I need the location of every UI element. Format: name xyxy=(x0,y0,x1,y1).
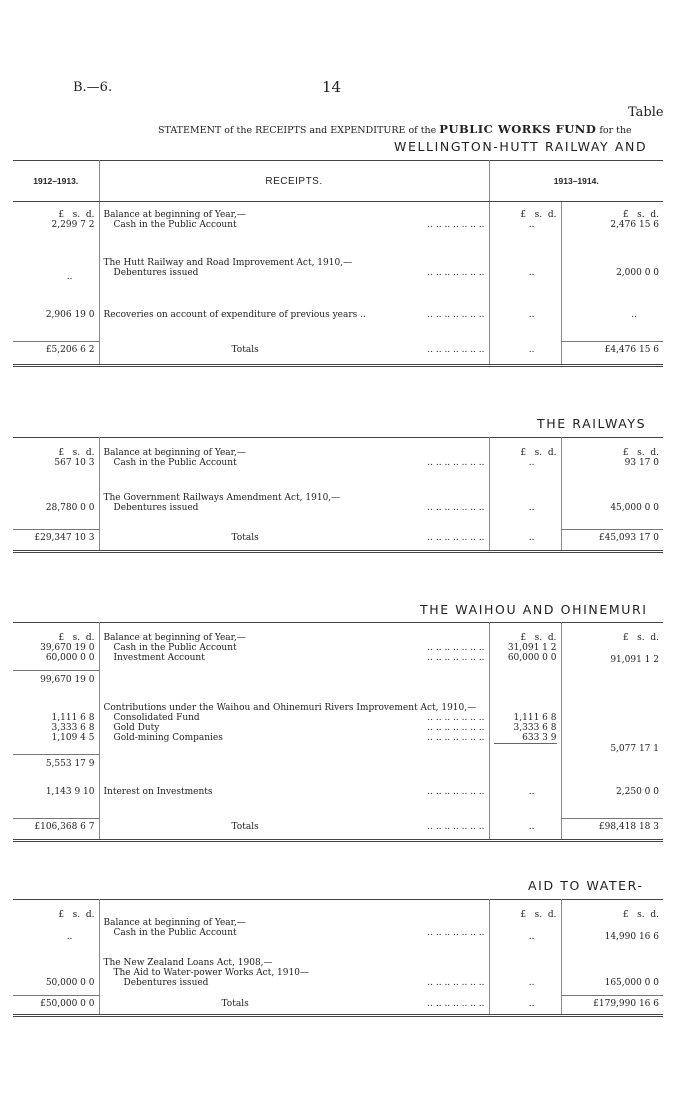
statement-suffix: for the xyxy=(599,125,632,136)
s3-r2-mid-b: 3,333 6 8 xyxy=(513,722,557,733)
s3-r1-mid-a: 31,091 1 2 xyxy=(507,643,557,653)
s1-r2-mid-dots: .. xyxy=(528,267,535,278)
table-label: Table xyxy=(628,105,664,120)
s2-r2-desc: The Government Railways Amendment Act, 1910,— xyxy=(103,492,341,503)
s1-r1-total: 2,476 15 6 xyxy=(610,220,660,230)
s4-totals-row: Totals .. .. .. .. .. .. .. xyxy=(221,998,485,1009)
s3-prev-total: £106,368 6 7 xyxy=(34,822,95,832)
s3-r1-desc: Balance at beginning of Year,— xyxy=(103,633,246,643)
s4-curr-total: £179,990 16 6 xyxy=(593,999,659,1009)
s2-currency-header-mid: £ s. d. xyxy=(520,448,557,458)
s2-r2-prev: 28,780 0 0 xyxy=(45,502,95,513)
s4-r2-total: 165,000 0 0 xyxy=(604,977,659,988)
s2-prev-total: £29,347 10 3 xyxy=(34,533,95,543)
s3-r2-mid-c: 633 3 9 xyxy=(494,733,557,744)
s4-r2-prev: 50,000 0 0 xyxy=(45,977,95,988)
currency-header: £ s. d. xyxy=(58,210,95,220)
section3-title: THE WAIHOU AND OHINEMURI xyxy=(420,602,648,617)
s4-r1-desc: Balance at beginning of Year,— xyxy=(103,918,246,928)
section2-table xyxy=(13,437,663,553)
s1-r1-desc: Balance at beginning of Year,— xyxy=(103,210,246,220)
s3-totals-row: Totals .. .. .. .. .. .. .. xyxy=(231,821,485,832)
s4-r2-desc: The New Zealand Loans Act, 1908,— xyxy=(103,957,273,968)
section1-title: WELLINGTON-HUTT RAILWAY AND xyxy=(394,139,648,154)
s2-currency-header: £ s. d. xyxy=(58,448,95,458)
s3-r2-prev-a: 1,111 6 8 xyxy=(51,712,95,723)
s3-r2-prev-sum: 5,553 17 9 xyxy=(45,759,95,769)
s2-totals-row: Totals .. .. .. .. .. .. .. xyxy=(231,532,485,543)
header-receipts: RECEIPTS. xyxy=(99,161,489,202)
s4-r1-sub: Cash in the Public Account .. .. .. .. .. .. .. xyxy=(113,928,485,938)
s1-r3-mid-dots: .. xyxy=(528,309,535,320)
s3-r1-sub-b: Investment Account .. .. .. .. .. .. .. xyxy=(113,653,485,663)
section4-title: AID TO WATER- xyxy=(528,878,644,893)
header-1913: 1913–1914. xyxy=(489,161,663,202)
s1-prev-total: £5,206 6 2 xyxy=(45,345,95,355)
section3-table xyxy=(13,622,663,842)
s3-totals-mid-dots: .. xyxy=(528,821,535,832)
s1-r2-prev-dots: .. xyxy=(66,271,73,282)
section1-table xyxy=(13,160,663,367)
s1-r3-prev: 2,906 19 0 xyxy=(45,309,95,320)
s3-r3-total: 2,250 0 0 xyxy=(616,786,659,797)
s3-r1-sub-a: Cash in the Public Account .. .. .. .. .. .. .. xyxy=(113,643,485,653)
s3-currency-header-total: £ s. d. xyxy=(622,633,659,643)
s2-r1-desc: Balance at beginning of Year,— xyxy=(103,448,246,458)
s3-r3-desc: Interest on Investments .. .. .. .. .. .. .. xyxy=(103,786,485,797)
s3-r2-total: 5,077 17 1 xyxy=(610,743,659,754)
s1-curr-total: £4,476 15 6 xyxy=(604,345,660,355)
s4-currency-header-mid: £ s. d. xyxy=(520,910,557,920)
s2-r2-mid-dots: .. xyxy=(528,502,535,513)
s2-r1-total: 93 17 0 xyxy=(624,458,659,468)
s1-r3-total-dots: .. xyxy=(631,309,638,320)
s3-r1-prev-b: 60,000 0 0 xyxy=(45,653,95,663)
s4-r1-prev-dots: .. xyxy=(66,932,73,942)
s1-r1-sub: Cash in the Public Account .. .. .. .. .. .. .. xyxy=(113,220,485,230)
s4-r1-mid-dots: .. xyxy=(528,932,535,942)
s4-r2-mid-dots: .. xyxy=(528,977,535,988)
s1-r2-sub: Debentures issued .. .. .. .. .. .. .. xyxy=(113,267,485,278)
s3-curr-total: £98,418 18 3 xyxy=(598,822,659,832)
s3-r3-mid-dots: .. xyxy=(528,786,535,797)
s2-r2-sub: Debentures issued .. .. .. .. .. .. .. xyxy=(113,502,485,513)
s3-r3-prev: 1,143 9 10 xyxy=(45,786,95,797)
s3-r1-prev-a: 39,670 19 0 xyxy=(40,643,95,653)
s3-currency-header: £ s. d. xyxy=(58,633,95,643)
s3-r2-desc: Contributions under the Waihou and Ohinemuri Rivers Improvement Act, 1910,— xyxy=(103,702,477,713)
s2-r2-total: 45,000 0 0 xyxy=(610,502,659,513)
s3-r1-prev-sum: 99,670 19 0 xyxy=(40,675,95,685)
s4-r2-sub2: Debentures issued .. .. .. .. .. .. .. xyxy=(123,977,485,988)
statement-prefix: STATEMENT of the RECEIPTS and EXPENDITURE of the xyxy=(158,125,437,136)
s4-currency-header: £ s. d. xyxy=(58,910,95,920)
s1-totals-row: Totals .. .. .. .. .. .. .. xyxy=(231,344,485,355)
s1-r1-prev: 2,299 7 2 xyxy=(51,220,95,230)
s4-prev-total: £50,000 0 0 xyxy=(40,999,95,1009)
s3-currency-header-mid: £ s. d. xyxy=(520,633,557,643)
s2-r1-prev: 567 10 3 xyxy=(54,458,95,468)
s4-r1-total: 14,990 16 6 xyxy=(604,932,659,942)
fund-name: PUBLIC WORKS FUND xyxy=(439,122,597,136)
s3-r1-total: 91,091 1 2 xyxy=(610,655,659,665)
s1-r1-mid-dots: .. xyxy=(528,220,535,230)
s3-r2-sub-c: Gold-mining Companies .. .. .. .. .. .. .. xyxy=(113,732,485,743)
section4-table xyxy=(13,899,663,1017)
s2-r1-mid-dots: .. xyxy=(528,458,535,468)
s2-currency-header-total: £ s. d. xyxy=(622,448,659,458)
page-reference: B.—6. xyxy=(73,80,113,95)
s1-r2-total: 2,000 0 0 xyxy=(616,267,660,278)
currency-header-mid: £ s. d. xyxy=(520,210,557,220)
statement-heading xyxy=(158,122,632,136)
s1-r2-desc: The Hutt Railway and Road Improvement Act, 1910,— xyxy=(103,257,353,268)
s1-totals-mid-dots: .. xyxy=(528,344,535,355)
page-number: 14 xyxy=(322,78,342,96)
s3-r2-prev-b: 3,333 6 8 xyxy=(51,722,95,733)
s3-r2-mid-a: 1,111 6 8 xyxy=(513,712,557,723)
s2-totals-mid-dots: .. xyxy=(528,532,535,543)
section2-title: THE RAILWAYS xyxy=(537,416,647,431)
currency-header-total: £ s. d. xyxy=(622,210,660,220)
s3-r2-prev-c: 1,109 4 5 xyxy=(51,732,95,743)
s3-r2-sub-a: Consolidated Fund .. .. .. .. .. .. .. xyxy=(113,712,485,723)
s3-r1-mid-b: 60,000 0 0 xyxy=(507,653,557,663)
s4-r2-sub: The Aid to Water-power Works Act, 1910— xyxy=(113,967,309,978)
s4-totals-mid-dots: .. xyxy=(528,998,535,1009)
s2-r1-sub: Cash in the Public Account .. .. .. .. .. .. .. xyxy=(113,458,485,468)
s3-r2-sub-b: Gold Duty .. .. .. .. .. .. .. xyxy=(113,722,485,733)
header-1912: 1912–1913. xyxy=(13,161,99,202)
s1-r3-desc: Recoveries on account of expenditure of previous years .. .. .. .. .. .. .. .. xyxy=(103,309,485,320)
s4-currency-header-total: £ s. d. xyxy=(622,910,659,920)
s2-curr-total: £45,093 17 0 xyxy=(598,533,659,543)
